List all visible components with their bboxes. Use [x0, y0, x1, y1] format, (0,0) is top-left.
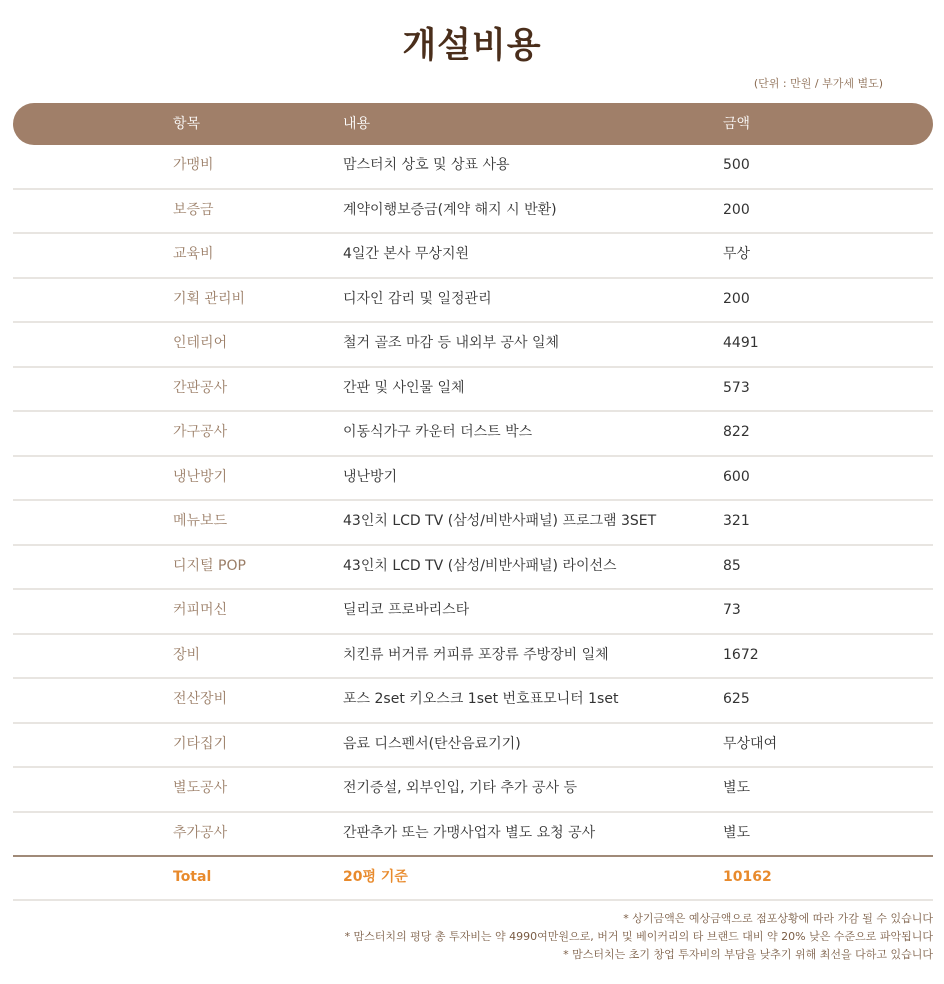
row-item: 간판공사 — [173, 379, 228, 396]
row-desc: 계약이행보증금(계약 해지 시 반환) — [343, 201, 557, 218]
row-item: 가구공사 — [173, 424, 228, 440]
row-amount: 무상 — [723, 246, 751, 262]
row-amount: 200 — [723, 201, 750, 218]
row-item: 가맹비 — [173, 157, 214, 173]
row-amount: 625 — [723, 691, 750, 707]
row-item: 전산장비 — [173, 691, 228, 707]
table-row — [13, 813, 933, 858]
header-item: 항목 — [173, 116, 201, 132]
table-row — [13, 412, 933, 457]
table-row — [13, 546, 933, 591]
table-row — [13, 768, 933, 813]
header-amount: 금액 — [723, 116, 751, 132]
row-amount: 321 — [723, 513, 750, 529]
row-item: 기획 관리비 — [173, 290, 246, 307]
table-row — [13, 323, 933, 368]
row-desc: 43인치 LCD TV (삼성/비반사패널) 프로그램 3SET — [343, 513, 657, 529]
row-item: 기타집기 — [173, 735, 228, 752]
page-title: 개설비용 — [402, 26, 542, 66]
row-desc: 간판 및 사인물 일체 — [343, 379, 465, 396]
total-label: Total — [173, 869, 212, 885]
row-item: 인테리어 — [173, 335, 228, 351]
row-desc: 포스 2set 키오스크 1set 번호표모니터 1set — [343, 691, 619, 707]
row-desc: 간판추가 또는 가맹사업자 별도 요청 공사 — [343, 824, 596, 841]
row-item: 교육비 — [173, 246, 214, 262]
row-item: 추가공사 — [173, 824, 228, 841]
row-desc: 철거 골조 마감 등 내외부 공사 일체 — [343, 335, 560, 351]
row-item: 장비 — [173, 646, 201, 663]
table-row — [13, 635, 933, 680]
table-row — [13, 190, 933, 235]
row-amount: 822 — [723, 424, 750, 440]
row-amount: 600 — [723, 468, 750, 485]
row-desc: 디자인 감리 및 일정관리 — [343, 290, 492, 307]
table-row — [13, 368, 933, 413]
row-item: 메뉴보드 — [173, 513, 228, 529]
row-amount: 500 — [723, 157, 750, 173]
header-desc: 내용 — [343, 116, 371, 132]
row-amount: 4491 — [723, 335, 759, 351]
table-row — [13, 145, 933, 190]
row-amount: 별도 — [723, 780, 751, 796]
footnote: * 상기금액은 예상금액으로 점포상황에 따라 가감 될 수 있습니다 — [623, 912, 933, 925]
row-amount: 73 — [723, 602, 741, 618]
row-amount: 별도 — [723, 824, 751, 841]
total-row — [13, 857, 933, 901]
footnote: * 맘스터치의 평당 총 투자비는 약 4990여만원으로, 버거 및 베이커리의 타 브랜드 대비 약 20% 낮은 수준으로 파악됩니다 — [344, 930, 933, 943]
row-item: 보증금 — [173, 201, 214, 218]
row-desc: 치킨류 버거류 커피류 포장류 주방장비 일체 — [343, 646, 609, 663]
row-amount: 200 — [723, 290, 750, 307]
footnotes — [345, 910, 933, 964]
table-row — [13, 234, 933, 279]
row-amount: 573 — [723, 379, 750, 396]
row-desc: 43인치 LCD TV (삼성/비반사패널) 라이선스 — [343, 557, 617, 574]
table-row — [13, 501, 933, 546]
row-desc: 맘스터치 상호 및 상표 사용 — [343, 157, 510, 173]
table-header — [13, 103, 933, 145]
footnote: * 맘스터치는 초기 창업 투자비의 부담을 낮추기 위해 최선을 다하고 있습니다 — [563, 948, 933, 961]
total-amount: 10162 — [723, 869, 772, 885]
row-item: 냉난방기 — [173, 468, 228, 485]
row-item: 디지털 POP — [173, 557, 246, 574]
row-item: 별도공사 — [173, 780, 228, 796]
total-basis: 20평 기준 — [343, 869, 408, 885]
unit-note: (단위 : 만원 / 부가세 별도) — [753, 77, 883, 90]
row-desc: 냉난방기 — [343, 468, 398, 485]
table-row — [13, 724, 933, 769]
table-row — [13, 679, 933, 724]
row-amount: 85 — [723, 557, 741, 574]
row-desc: 전기증설, 외부인입, 기타 추가 공사 등 — [343, 780, 578, 796]
table-row — [13, 279, 933, 324]
row-amount: 무상대여 — [723, 735, 778, 752]
row-amount: 1672 — [723, 646, 759, 663]
row-desc: 4일간 본사 무상지원 — [343, 246, 469, 262]
row-desc: 이동식가구 카운터 더스트 박스 — [343, 424, 533, 440]
row-desc: 딜리코 프로바리스타 — [343, 602, 470, 618]
table-row — [13, 590, 933, 635]
row-item: 커피머신 — [173, 602, 228, 618]
row-desc: 음료 디스펜서(탄산음료기기) — [343, 735, 521, 752]
table-row — [13, 457, 933, 502]
cost-table-body — [13, 145, 933, 857]
